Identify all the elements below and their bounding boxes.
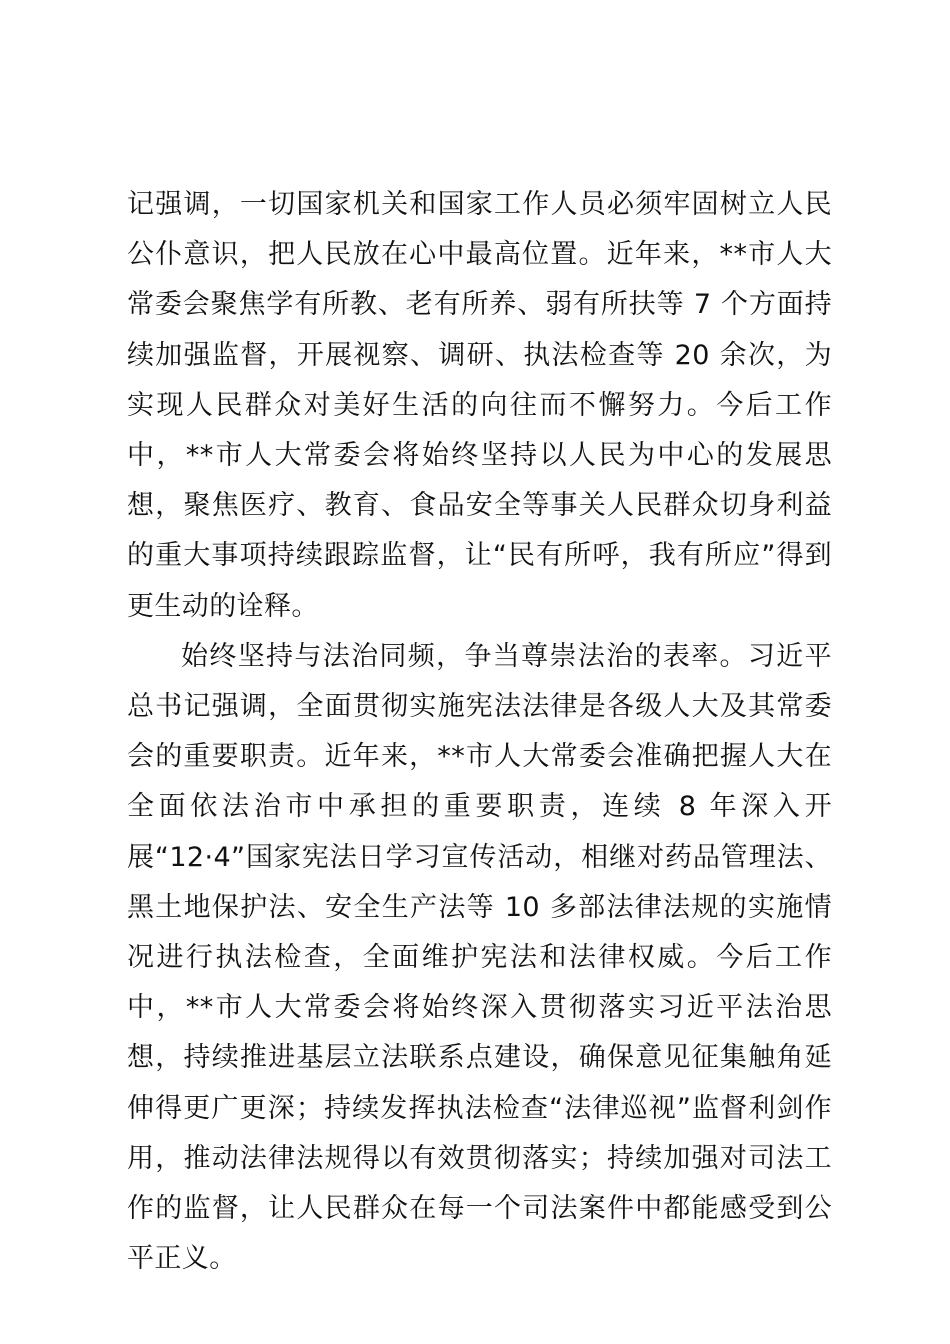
paragraph-1: 记强调，一切国家机关和国家工作人员必须牢固树立人民公仆意识，把人民放在心中最高位置。近年来，**市人大常委会聚焦学有所教、老有所养、弱有所扶等 7 个方面持续加强监督，开展视察、调研、执法检查等 20 余次，为实现人民群众对美好生活的向往而不懈努力。今后工作中，**市人大常委会将始终坚持以人民为中心的发展思想，聚焦医疗、教育、食品安全等事关人民群众切身利益的重大事项持续跟踪监督，让“民有所呼，我有所应”得到更生动的诠释。	[127, 189, 832, 622]
paragraph-2: 始终坚持与法治同频，争当尊崇法治的表率。习近平总书记强调，全面贯彻实施宪法法律是各级人大及其常委会的重要职责。近年来，**市人大常委会准确把握人大在全面依法治市中承担的重要职责，连续 8 年深入开展“12·4”国家宪法日学习宣传活动，相继对药品管理法、黑土地保护法、安全生产法等 10 多部法律法规的实施情况进行执法检查，全面维护宪法和法律权威。今后工作中，**市人大常委会将始终深入贯彻落实习近平法治思想，持续推进基层立法联系点建设，确保意见征集触角延伸得更广更深；持续发挥执法检查“法律巡视”监督利剑作用，推动法律法规得以有效贯彻落实；持续加强对司法工作的监督，让人民群众在每一个司法案件中都能感受到公平正义。	[127, 640, 832, 1275]
body-text	[127, 180, 832, 1284]
